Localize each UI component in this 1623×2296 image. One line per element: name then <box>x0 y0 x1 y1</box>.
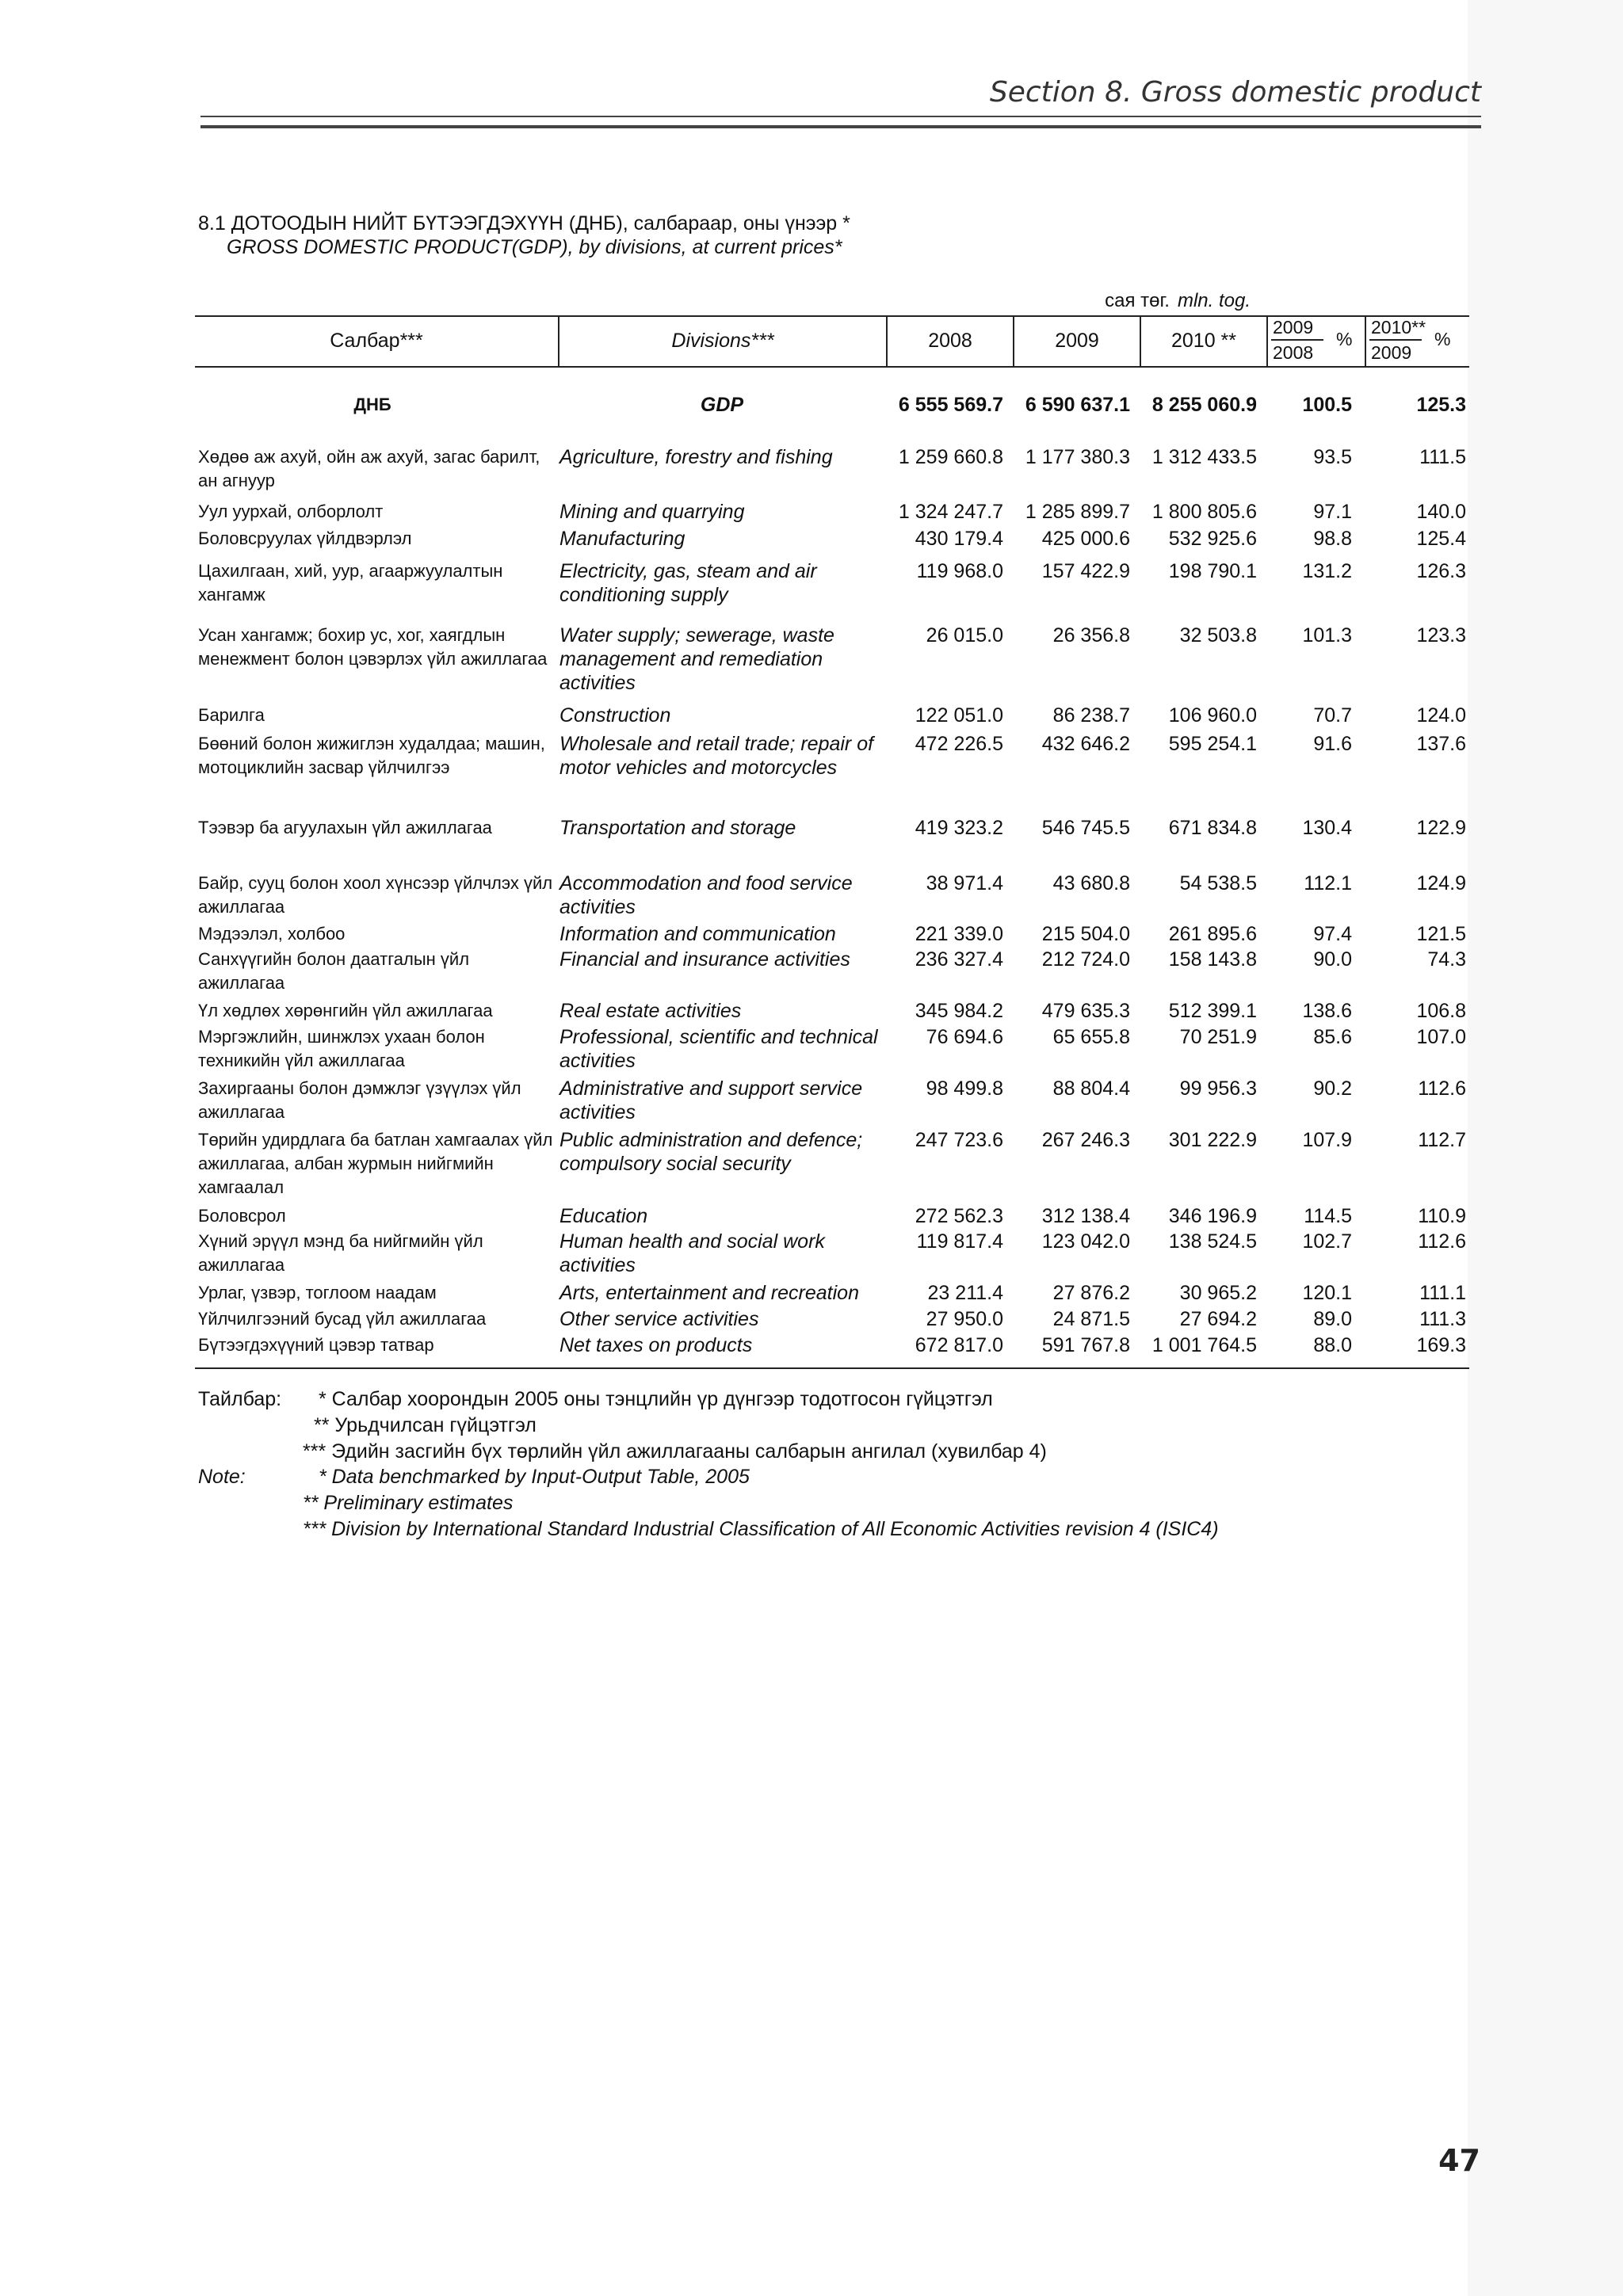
cell-mn: Барилга <box>198 705 265 725</box>
page-margin-shade <box>1468 0 1623 2296</box>
table-title-mn: 8.1 ДОТООДЫН НИЙТ БҮТЭЭГДЭХҮҮН (ДНБ), салбараар, оны үнээр * <box>198 212 850 235</box>
cell-2008: 6 555 569.7 <box>898 394 1003 416</box>
cell-2008: 27 950.0 <box>926 1308 1003 1330</box>
cell-en: Construction <box>559 704 671 727</box>
cell-2009: 26 356.8 <box>1052 624 1130 646</box>
cell-2009: 24 871.5 <box>1052 1308 1130 1330</box>
units-mn: сая төг. <box>1105 290 1170 311</box>
cell-2010: 1 800 805.6 <box>1151 501 1257 523</box>
cell-ratio2: 112.6 <box>1418 1077 1466 1100</box>
cell-2009: 86 238.7 <box>1052 704 1130 727</box>
cell-2010: 54 538.5 <box>1179 872 1257 894</box>
cell-2009: 546 745.5 <box>1041 817 1130 839</box>
cell-ratio1: 97.4 <box>1313 923 1352 945</box>
note-mn-2: ** Урьдчилсан гүйцэтгэл <box>314 1414 537 1436</box>
cell-ratio2: 169.3 <box>1416 1334 1466 1356</box>
cell-2009: 65 655.8 <box>1052 1026 1130 1048</box>
cell-ratio1: 89.0 <box>1313 1308 1352 1330</box>
cell-en: Net taxes on products <box>559 1334 753 1356</box>
cell-2008: 122 051.0 <box>915 704 1003 727</box>
cell-2010: 70 251.9 <box>1179 1026 1257 1048</box>
percent-sign: % <box>1336 329 1353 349</box>
cell-mn: Хүний эрүүл мэнд ба нийгмийн үйл ажиллагаа <box>198 1231 483 1275</box>
cell-ratio1: 120.1 <box>1302 1282 1352 1304</box>
cell-2009: 27 876.2 <box>1052 1282 1130 1304</box>
table-header-rule <box>195 366 1469 368</box>
cell-en: Administrative and support service activities <box>559 1077 863 1123</box>
cell-en: Manufacturing <box>559 528 685 550</box>
cell-2010: 8 255 060.9 <box>1151 394 1257 416</box>
cell-ratio2: 111.3 <box>1419 1308 1466 1330</box>
cell-ratio1: 85.6 <box>1313 1026 1352 1048</box>
cell-mn: Захиргааны болон дэмжлэг үзүүлэх үйл ажиллагаа <box>198 1078 521 1122</box>
cell-2008: 272 562.3 <box>915 1205 1003 1227</box>
cell-en: Public administration and defence; compulsory social security <box>559 1129 863 1175</box>
cell-ratio1: 112.1 <box>1304 872 1352 894</box>
cell-2008: 23 211.4 <box>927 1282 1003 1304</box>
note-mn-3: *** Эдийн засгийн бүх төрлийн үйл ажиллагааны салбарын ангилал (хувилбар 4) <box>303 1440 1047 1463</box>
col-header-en: Divisions*** <box>671 329 774 352</box>
cell-en: Education <box>559 1205 648 1227</box>
page-number: 47 <box>1438 2143 1480 2178</box>
cell-mn: ДНБ <box>353 395 391 414</box>
cell-ratio2: 124.9 <box>1416 872 1466 894</box>
cell-en: Agriculture, forestry and fishing <box>559 446 833 468</box>
percent-sign: % <box>1434 329 1451 349</box>
cell-2010: 346 196.9 <box>1168 1205 1257 1227</box>
units-en: mln. tog. <box>1177 290 1251 311</box>
header-rule <box>200 116 1481 117</box>
cell-2009: 267 246.3 <box>1041 1129 1130 1151</box>
cell-mn: Хөдөө аж ахуй, ойн аж ахуй, загас барилт, ан агнуур <box>198 447 540 490</box>
cell-2010: 512 399.1 <box>1168 1000 1257 1022</box>
cell-2010: 198 790.1 <box>1168 560 1257 582</box>
cell-2009: 215 504.0 <box>1041 923 1130 945</box>
cell-ratio2: 121.5 <box>1416 923 1466 945</box>
cell-2009: 591 767.8 <box>1041 1334 1130 1356</box>
cell-ratio1: 88.0 <box>1313 1334 1352 1356</box>
cell-2010: 32 503.8 <box>1179 624 1257 646</box>
cell-ratio1: 138.6 <box>1302 1000 1352 1022</box>
cell-ratio1: 97.1 <box>1313 501 1352 523</box>
cell-2009: 88 804.4 <box>1052 1077 1130 1100</box>
cell-ratio2: 107.0 <box>1416 1026 1466 1048</box>
cell-ratio2: 111.1 <box>1419 1282 1466 1304</box>
cell-2010: 1 001 764.5 <box>1151 1334 1257 1356</box>
cell-en: Information and communication <box>559 923 836 945</box>
table-bottom-rule <box>195 1367 1469 1369</box>
cell-2009: 432 646.2 <box>1041 733 1130 755</box>
col-header-ratio-2009-2008 <box>1268 315 1365 366</box>
cell-ratio1: 102.7 <box>1302 1230 1352 1253</box>
col-header-ratio-2010-2009 <box>1366 315 1469 366</box>
cell-2008: 1 324 247.7 <box>898 501 1003 523</box>
cell-mn: Байр, сууц болон хоол хүнсээр үйлчлэх үйл ажиллагаа <box>198 873 553 917</box>
cell-en: Human health and social work activities <box>559 1230 825 1276</box>
cell-2008: 98 499.8 <box>926 1077 1003 1100</box>
cell-ratio2: 125.3 <box>1416 394 1466 416</box>
cell-2009: 212 724.0 <box>1041 948 1130 971</box>
cell-2008: 247 723.6 <box>915 1129 1003 1151</box>
cell-2010: 138 524.5 <box>1168 1230 1257 1253</box>
cell-2008: 472 226.5 <box>915 733 1003 755</box>
cell-ratio1: 131.2 <box>1302 560 1352 582</box>
cell-en: GDP <box>700 394 744 416</box>
cell-en: Electricity, gas, steam and air conditioning supply <box>559 560 817 606</box>
cell-ratio2: 112.6 <box>1418 1230 1466 1253</box>
cell-ratio2: 140.0 <box>1416 501 1466 523</box>
col-header-mn: Салбар*** <box>330 329 423 352</box>
cell-2009: 1 285 899.7 <box>1025 501 1130 523</box>
col-header-2009: 2009 <box>1055 329 1099 352</box>
cell-mn: Үл хөдлөх хөрөнгийн үйл ажиллагаа <box>198 1001 493 1020</box>
col-header-2010: 2010 ** <box>1170 329 1237 352</box>
cell-2008: 119 817.4 <box>916 1230 1003 1253</box>
cell-en: Professional, scientific and technical activities <box>559 1026 878 1072</box>
cell-ratio1: 114.5 <box>1304 1205 1352 1227</box>
cell-mn: Төрийн удирдлага ба батлан хамгаалах үйл ажиллагаа, албан журмын нийгмийн хамгаалал <box>198 1130 553 1197</box>
table-title-en: GROSS DOMESTIC PRODUCT(GDP), by divisions, at current prices* <box>227 236 842 258</box>
cell-en: Accommodation and food service activities <box>559 872 853 918</box>
fraction-bar <box>1271 339 1323 341</box>
cell-en: Real estate activities <box>559 1000 742 1022</box>
cell-ratio1: 98.8 <box>1313 528 1352 550</box>
cell-2009: 425 000.6 <box>1041 528 1130 550</box>
cell-2009: 312 138.4 <box>1041 1205 1130 1227</box>
cell-ratio1: 70.7 <box>1313 704 1352 727</box>
cell-2010: 595 254.1 <box>1168 733 1257 755</box>
cell-2008: 38 971.4 <box>926 872 1003 894</box>
notes-label-mn: Тайлбар: <box>198 1388 282 1410</box>
cell-mn: Бөөний болон жижиглэн худалдаа; машин, мотоциклийн засвар үйлчилгээ <box>198 734 545 777</box>
cell-ratio1: 107.9 <box>1302 1129 1352 1151</box>
cell-mn: Мэргэжлийн, шинжлэх ухаан болон техникийн үйл ажиллагаа <box>198 1027 485 1070</box>
cell-ratio2: 112.7 <box>1418 1129 1466 1151</box>
cell-mn: Боловсрол <box>198 1206 286 1226</box>
cell-2010: 1 312 433.5 <box>1151 446 1257 468</box>
cell-ratio1: 90.0 <box>1313 948 1352 971</box>
cell-mn: Үйлчилгээний бусад үйл ажиллагаа <box>198 1309 487 1329</box>
cell-2008: 221 339.0 <box>915 923 1003 945</box>
cell-2008: 1 259 660.8 <box>898 446 1003 468</box>
cell-mn: Тээвэр ба агуулахын үйл ажиллагаа <box>198 818 492 837</box>
cell-ratio2: 126.3 <box>1416 560 1466 582</box>
cell-ratio1: 130.4 <box>1302 817 1352 839</box>
ratio-denominator: 2008 <box>1273 342 1314 363</box>
cell-2008: 76 694.6 <box>926 1026 1003 1048</box>
cell-ratio2: 74.3 <box>1427 948 1466 971</box>
cell-2010: 158 143.8 <box>1168 948 1257 971</box>
cell-mn: Боловсруулах үйлдвэрлэл <box>198 528 412 548</box>
cell-mn: Уул уурхай, олборлолт <box>198 502 384 521</box>
notes-label-en: Note: <box>198 1466 246 1488</box>
col-header-2008: 2008 <box>928 329 972 352</box>
cell-2009: 43 680.8 <box>1052 872 1130 894</box>
cell-2009: 1 177 380.3 <box>1025 446 1130 468</box>
cell-en: Arts, entertainment and recreation <box>559 1282 859 1304</box>
cell-en: Other service activities <box>559 1308 759 1330</box>
note-mn-1: * Салбар хоорондын 2005 оны тэнцлийн үр дүнгээр тодотгосон гүйцэтгэл <box>319 1388 993 1410</box>
cell-2008: 26 015.0 <box>926 624 1003 646</box>
cell-ratio1: 91.6 <box>1313 733 1352 755</box>
cell-2010: 30 965.2 <box>1179 1282 1257 1304</box>
cell-2009: 479 635.3 <box>1041 1000 1130 1022</box>
note-en-1: * Data benchmarked by Input-Output Table, 2005 <box>319 1466 750 1488</box>
cell-2010: 532 925.6 <box>1168 528 1257 550</box>
cell-ratio2: 122.9 <box>1416 817 1466 839</box>
cell-en: Wholesale and retail trade; repair of motor vehicles and motorcycles <box>559 733 874 779</box>
cell-ratio2: 137.6 <box>1416 733 1466 755</box>
cell-2009: 123 042.0 <box>1041 1230 1130 1253</box>
cell-en: Water supply; sewerage, waste management and remediation activities <box>559 624 834 694</box>
note-en-2: ** Preliminary estimates <box>303 1492 514 1514</box>
cell-2010: 301 222.9 <box>1168 1129 1257 1151</box>
cell-ratio2: 106.8 <box>1416 1000 1466 1022</box>
cell-mn: Урлаг, үзвэр, тоглоом наадам <box>198 1283 437 1302</box>
cell-ratio1: 93.5 <box>1313 446 1352 468</box>
cell-2010: 27 694.2 <box>1179 1308 1257 1330</box>
cell-2008: 419 323.2 <box>915 817 1003 839</box>
cell-2010: 261 895.6 <box>1168 923 1257 945</box>
cell-ratio2: 110.9 <box>1418 1205 1466 1227</box>
section-title: Section 8. Gross domestic product <box>989 76 1481 109</box>
cell-ratio2: 123.3 <box>1416 624 1466 646</box>
ratio-numerator: 2009 <box>1273 317 1314 338</box>
cell-2008: 345 984.2 <box>915 1000 1003 1022</box>
cell-en: Financial and insurance activities <box>559 948 850 971</box>
cell-ratio2: 124.0 <box>1416 704 1466 727</box>
cell-2008: 672 817.0 <box>915 1334 1003 1356</box>
cell-ratio1: 101.3 <box>1302 624 1352 646</box>
units-label <box>1105 290 1251 312</box>
cell-mn: Бүтээгдэхүүний цэвэр татвар <box>198 1335 434 1355</box>
cell-2008: 430 179.4 <box>915 528 1003 550</box>
ratio-numerator: 2010** <box>1371 317 1426 338</box>
cell-mn: Санхүүгийн болон даатгалын үйл ажиллагаа <box>198 949 470 993</box>
cell-2010: 106 960.0 <box>1168 704 1257 727</box>
cell-en: Transportation and storage <box>559 817 796 839</box>
cell-mn: Цахилгаан, хий, уур, агааржуулалтын хангамж <box>198 561 503 605</box>
cell-mn: Усан хангамж; бохир ус, хог, хаягдлын менежмент болон цэвэрлэх үйл ажиллагаа <box>198 625 548 669</box>
fraction-bar <box>1369 339 1422 341</box>
cell-2010: 99 956.3 <box>1179 1077 1257 1100</box>
note-en-3: *** Division by International Standard Industrial Classification of All Economic Activities revision 4 (ISIC4) <box>303 1518 1219 1540</box>
cell-2010: 671 834.8 <box>1168 817 1257 839</box>
cell-mn: Мэдээлэл, холбоо <box>198 924 346 944</box>
cell-2008: 119 968.0 <box>916 560 1003 582</box>
cell-en: Mining and quarrying <box>559 501 745 523</box>
header-rule-thick <box>200 125 1481 128</box>
cell-ratio2: 125.4 <box>1416 528 1466 550</box>
cell-ratio1: 90.2 <box>1313 1077 1352 1100</box>
cell-ratio1: 100.5 <box>1302 394 1352 416</box>
cell-2008: 236 327.4 <box>915 948 1003 971</box>
cell-2009: 157 422.9 <box>1041 560 1130 582</box>
cell-2009: 6 590 637.1 <box>1025 394 1130 416</box>
cell-ratio2: 111.5 <box>1419 446 1466 468</box>
ratio-denominator: 2009 <box>1371 342 1412 363</box>
